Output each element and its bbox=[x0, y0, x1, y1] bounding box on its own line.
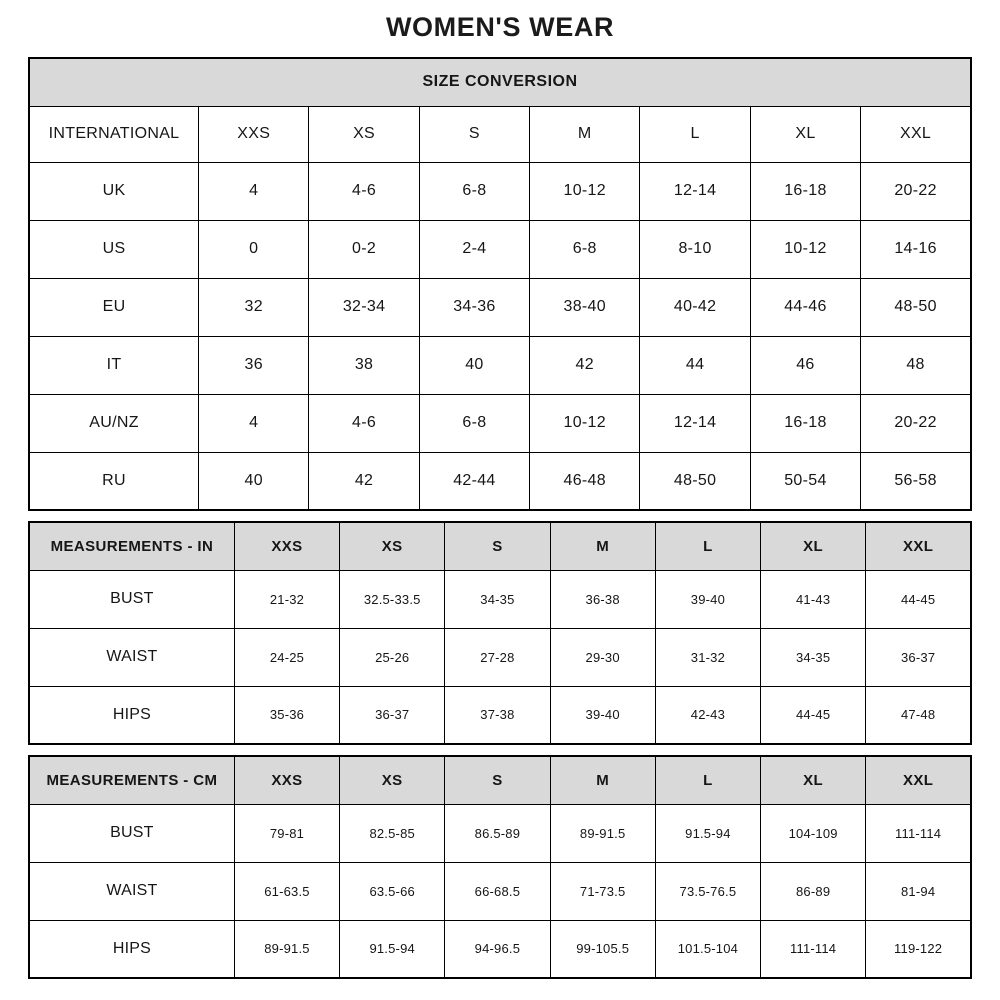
value-cell: 81-94 bbox=[866, 862, 971, 920]
value-cell: 6-8 bbox=[419, 394, 529, 452]
value-cell: 34-35 bbox=[761, 628, 866, 686]
row-label-cell: WAIST bbox=[29, 862, 234, 920]
value-cell: 2-4 bbox=[419, 220, 529, 278]
row-label-cell: HIPS bbox=[29, 686, 234, 744]
table-header-row bbox=[29, 756, 971, 804]
value-cell: 61-63.5 bbox=[234, 862, 339, 920]
row-label-cell: IT bbox=[29, 336, 199, 394]
measurements-cm-body bbox=[29, 756, 971, 978]
header-cell: XXS bbox=[234, 756, 339, 804]
value-cell: 44-45 bbox=[866, 570, 971, 628]
header-cell: XL bbox=[750, 106, 860, 162]
value-cell: 36 bbox=[199, 336, 309, 394]
value-cell: 4 bbox=[199, 162, 309, 220]
value-cell: 38-40 bbox=[530, 278, 640, 336]
value-cell: 31-32 bbox=[655, 628, 760, 686]
value-cell: 12-14 bbox=[640, 162, 750, 220]
value-cell: 119-122 bbox=[866, 920, 971, 978]
value-cell: 32 bbox=[199, 278, 309, 336]
row-label-cell: RU bbox=[29, 452, 199, 510]
value-cell: 48-50 bbox=[861, 278, 971, 336]
header-cell: XXL bbox=[861, 106, 971, 162]
header-cell: XXS bbox=[234, 522, 339, 570]
page-title: WOMEN'S WEAR bbox=[385, 12, 615, 42]
row-label-cell: EU bbox=[29, 278, 199, 336]
value-cell: 40-42 bbox=[640, 278, 750, 336]
header-cell: M bbox=[550, 522, 655, 570]
value-cell: 44-45 bbox=[761, 686, 866, 744]
value-cell: 82.5-85 bbox=[340, 804, 445, 862]
header-cell: XXL bbox=[866, 522, 971, 570]
value-cell: 36-37 bbox=[340, 686, 445, 744]
value-cell: 99-105.5 bbox=[550, 920, 655, 978]
table-row bbox=[29, 394, 971, 452]
value-cell: 39-40 bbox=[550, 686, 655, 744]
value-cell: 24-25 bbox=[234, 628, 339, 686]
header-cell: XS bbox=[340, 756, 445, 804]
value-cell: 91.5-94 bbox=[655, 804, 760, 862]
value-cell: 40 bbox=[199, 452, 309, 510]
value-cell: 37-38 bbox=[445, 686, 550, 744]
value-cell: 42-43 bbox=[655, 686, 760, 744]
value-cell: 56-58 bbox=[861, 452, 971, 510]
row-label-cell: BUST bbox=[29, 570, 234, 628]
header-cell: XL bbox=[761, 522, 866, 570]
header-cell: XS bbox=[340, 522, 445, 570]
value-cell: 63.5-66 bbox=[340, 862, 445, 920]
value-cell: 79-81 bbox=[234, 804, 339, 862]
table-row bbox=[29, 452, 971, 510]
header-cell: MEASUREMENTS - IN bbox=[29, 522, 234, 570]
value-cell: 86-89 bbox=[761, 862, 866, 920]
header-cell: L bbox=[655, 756, 760, 804]
value-cell: 16-18 bbox=[750, 162, 860, 220]
value-cell: 86.5-89 bbox=[445, 804, 550, 862]
value-cell: 32-34 bbox=[309, 278, 419, 336]
value-cell: 25-26 bbox=[340, 628, 445, 686]
size-conversion-body bbox=[29, 106, 971, 510]
table-header-row bbox=[29, 106, 971, 162]
header-cell: XXL bbox=[866, 756, 971, 804]
value-cell: 36-38 bbox=[550, 570, 655, 628]
value-cell: 89-91.5 bbox=[234, 920, 339, 978]
value-cell: 4 bbox=[199, 394, 309, 452]
value-cell: 14-16 bbox=[861, 220, 971, 278]
value-cell: 10-12 bbox=[530, 162, 640, 220]
value-cell: 111-114 bbox=[761, 920, 866, 978]
table-row bbox=[29, 336, 971, 394]
header-cell: M bbox=[530, 106, 640, 162]
value-cell: 101.5-104 bbox=[655, 920, 760, 978]
table-row bbox=[29, 278, 971, 336]
value-cell: 73.5-76.5 bbox=[655, 862, 760, 920]
value-cell: 8-10 bbox=[640, 220, 750, 278]
table-row bbox=[29, 162, 971, 220]
value-cell: 29-30 bbox=[550, 628, 655, 686]
row-label-cell: AU/NZ bbox=[29, 394, 199, 452]
header-cell: XL bbox=[761, 756, 866, 804]
value-cell: 42-44 bbox=[419, 452, 529, 510]
value-cell: 12-14 bbox=[640, 394, 750, 452]
row-label-cell: WAIST bbox=[29, 628, 234, 686]
value-cell: 21-32 bbox=[234, 570, 339, 628]
value-cell: 41-43 bbox=[761, 570, 866, 628]
value-cell: 20-22 bbox=[861, 394, 971, 452]
measurements-in-body bbox=[29, 522, 971, 744]
header-cell: S bbox=[419, 106, 529, 162]
measurements-in-table bbox=[28, 521, 972, 745]
size-conversion-banner: SIZE CONVERSION bbox=[29, 58, 971, 106]
header-cell: INTERNATIONAL bbox=[29, 106, 199, 162]
value-cell: 10-12 bbox=[530, 394, 640, 452]
value-cell: 42 bbox=[309, 452, 419, 510]
value-cell: 66-68.5 bbox=[445, 862, 550, 920]
table-row bbox=[29, 686, 971, 744]
value-cell: 0 bbox=[199, 220, 309, 278]
header-cell: M bbox=[550, 756, 655, 804]
table-row bbox=[29, 920, 971, 978]
header-cell: MEASUREMENTS - CM bbox=[29, 756, 234, 804]
header-cell: XS bbox=[309, 106, 419, 162]
value-cell: 44-46 bbox=[750, 278, 860, 336]
value-cell: 32.5-33.5 bbox=[340, 570, 445, 628]
value-cell: 50-54 bbox=[750, 452, 860, 510]
value-cell: 48 bbox=[861, 336, 971, 394]
value-cell: 40 bbox=[419, 336, 529, 394]
value-cell: 104-109 bbox=[761, 804, 866, 862]
value-cell: 38 bbox=[309, 336, 419, 394]
value-cell: 4-6 bbox=[309, 394, 419, 452]
value-cell: 39-40 bbox=[655, 570, 760, 628]
value-cell: 27-28 bbox=[445, 628, 550, 686]
table-row bbox=[29, 862, 971, 920]
value-cell: 34-36 bbox=[419, 278, 529, 336]
table-header-row bbox=[29, 522, 971, 570]
header-cell: S bbox=[445, 522, 550, 570]
size-conversion-banner-row bbox=[29, 58, 971, 106]
table-row bbox=[29, 220, 971, 278]
value-cell: 4-6 bbox=[309, 162, 419, 220]
value-cell: 111-114 bbox=[866, 804, 971, 862]
value-cell: 94-96.5 bbox=[445, 920, 550, 978]
size-conversion-table bbox=[28, 57, 972, 511]
value-cell: 42 bbox=[530, 336, 640, 394]
value-cell: 89-91.5 bbox=[550, 804, 655, 862]
value-cell: 35-36 bbox=[234, 686, 339, 744]
value-cell: 44 bbox=[640, 336, 750, 394]
value-cell: 34-35 bbox=[445, 570, 550, 628]
value-cell: 10-12 bbox=[750, 220, 860, 278]
header-cell: XXS bbox=[199, 106, 309, 162]
value-cell: 6-8 bbox=[419, 162, 529, 220]
value-cell: 6-8 bbox=[530, 220, 640, 278]
header-cell: L bbox=[640, 106, 750, 162]
table-row bbox=[29, 628, 971, 686]
header-cell: L bbox=[655, 522, 760, 570]
row-label-cell: BUST bbox=[29, 804, 234, 862]
header-cell: S bbox=[445, 756, 550, 804]
value-cell: 16-18 bbox=[750, 394, 860, 452]
value-cell: 48-50 bbox=[640, 452, 750, 510]
value-cell: 47-48 bbox=[866, 686, 971, 744]
value-cell: 0-2 bbox=[309, 220, 419, 278]
table-row bbox=[29, 804, 971, 862]
value-cell: 46 bbox=[750, 336, 860, 394]
measurements-cm-table bbox=[28, 755, 972, 979]
row-label-cell: US bbox=[29, 220, 199, 278]
row-label-cell: HIPS bbox=[29, 920, 234, 978]
row-label-cell: UK bbox=[29, 162, 199, 220]
value-cell: 36-37 bbox=[866, 628, 971, 686]
value-cell: 71-73.5 bbox=[550, 862, 655, 920]
value-cell: 46-48 bbox=[530, 452, 640, 510]
value-cell: 91.5-94 bbox=[340, 920, 445, 978]
table-row bbox=[29, 570, 971, 628]
value-cell: 20-22 bbox=[861, 162, 971, 220]
